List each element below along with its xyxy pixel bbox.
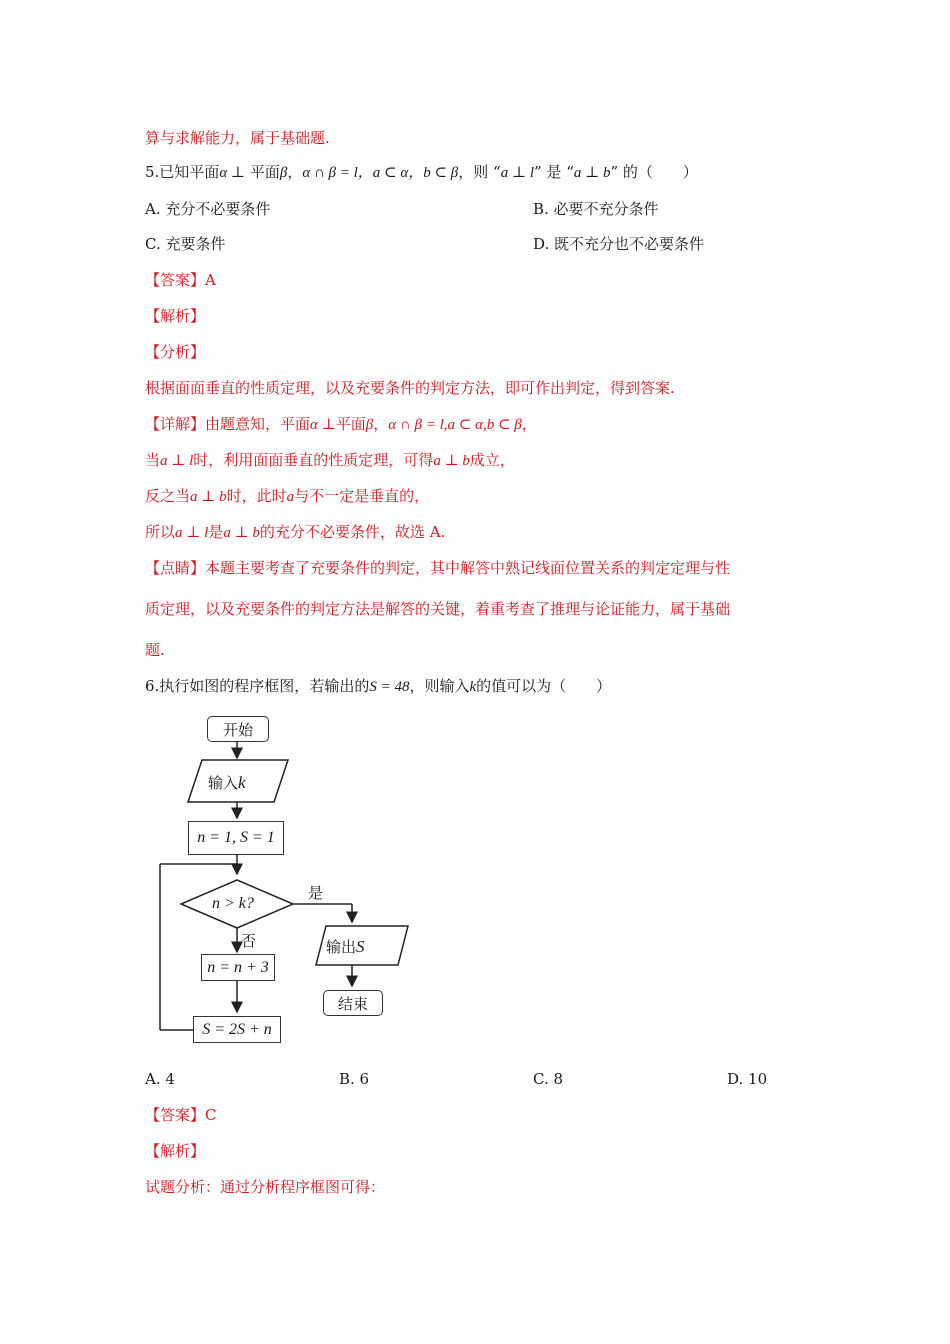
dang-line: 当a ⊥ l时，利用面面垂直的性质定理，可得a ⊥ b成立， — [145, 451, 515, 469]
q6-option-d: D. 10 — [727, 1070, 768, 1088]
flowchart-step-s: S = 2S + n — [193, 1016, 281, 1043]
flowchart-init: n = 1, S = 1 — [188, 821, 284, 855]
option-d: D. 既不充分也不必要条件 — [533, 235, 705, 253]
analysis-text-6: 试题分析：通过分析程序框图可得： — [145, 1178, 386, 1196]
question-5: 5.已知平面α ⊥ 平面β，α ∩ β = l，a ⊂ α，b ⊂ β，则 “a ⊥ l” 是 “a ⊥ b” 的（ ） — [145, 163, 698, 181]
flowchart-step-n: n = n + 3 — [201, 954, 275, 981]
dianjing-line-3: 题. — [145, 641, 165, 659]
analysis-heading: 【解析】 — [145, 307, 206, 325]
flowchart-yes-label: 是 — [308, 884, 324, 902]
option-a: A. 充分不必要条件 — [145, 200, 271, 218]
flowchart-input: 输入k — [208, 773, 246, 792]
suoyi-line: 所以a ⊥ l是a ⊥ b的充分不必要条件，故选 A. — [145, 523, 446, 541]
flowchart-no-label: 否 — [241, 932, 257, 950]
flowchart-condition: n > k? — [212, 895, 254, 912]
flowchart-output: 输出S — [326, 937, 365, 956]
option-b: B. 必要不充分条件 — [533, 200, 659, 218]
answer-6: 【答案】C — [145, 1106, 217, 1124]
fenxi-text: 根据面面垂直的性质定理，以及充要条件的判定方法，即可作出判定，得到答案. — [145, 379, 675, 397]
q6-option-c: C. 8 — [533, 1070, 564, 1088]
fenxi-heading: 【分析】 — [145, 343, 206, 361]
q6-option-a: A. 4 — [145, 1070, 175, 1088]
dianjing-line-2: 质定理，以及充要条件的判定方法是解答的关键，着重考查了推理与论证能力，属于基础 — [145, 600, 731, 618]
text-line: 算与求解能力，属于基础题. — [145, 129, 330, 147]
fan-line: 反之当a ⊥ b时，此时a与不一定是垂直的， — [145, 487, 430, 505]
option-c: C. 充要条件 — [145, 235, 226, 253]
flowchart-end: 结束 — [323, 990, 383, 1016]
flowchart-start: 开始 — [207, 716, 269, 742]
xiangjie-line: 【详解】由题意知，平面α ⊥平面β，α ∩ β = l,a ⊂ α,b ⊂ β， — [145, 415, 537, 433]
q6-option-b: B. 6 — [339, 1070, 370, 1088]
dianjing-line-1: 【点睛】本题主要考查了充要条件的判定，其中解答中熟记线面位置关系的判定定理与性 — [145, 559, 731, 577]
question-6: 6.执行如图的程序框图，若输出的S = 48，则输入k的值可以为（ ） — [145, 677, 612, 695]
answer-5: 【答案】A — [145, 271, 216, 289]
analysis-heading-6: 【解析】 — [145, 1142, 206, 1160]
flowchart-connectors — [150, 710, 430, 1050]
